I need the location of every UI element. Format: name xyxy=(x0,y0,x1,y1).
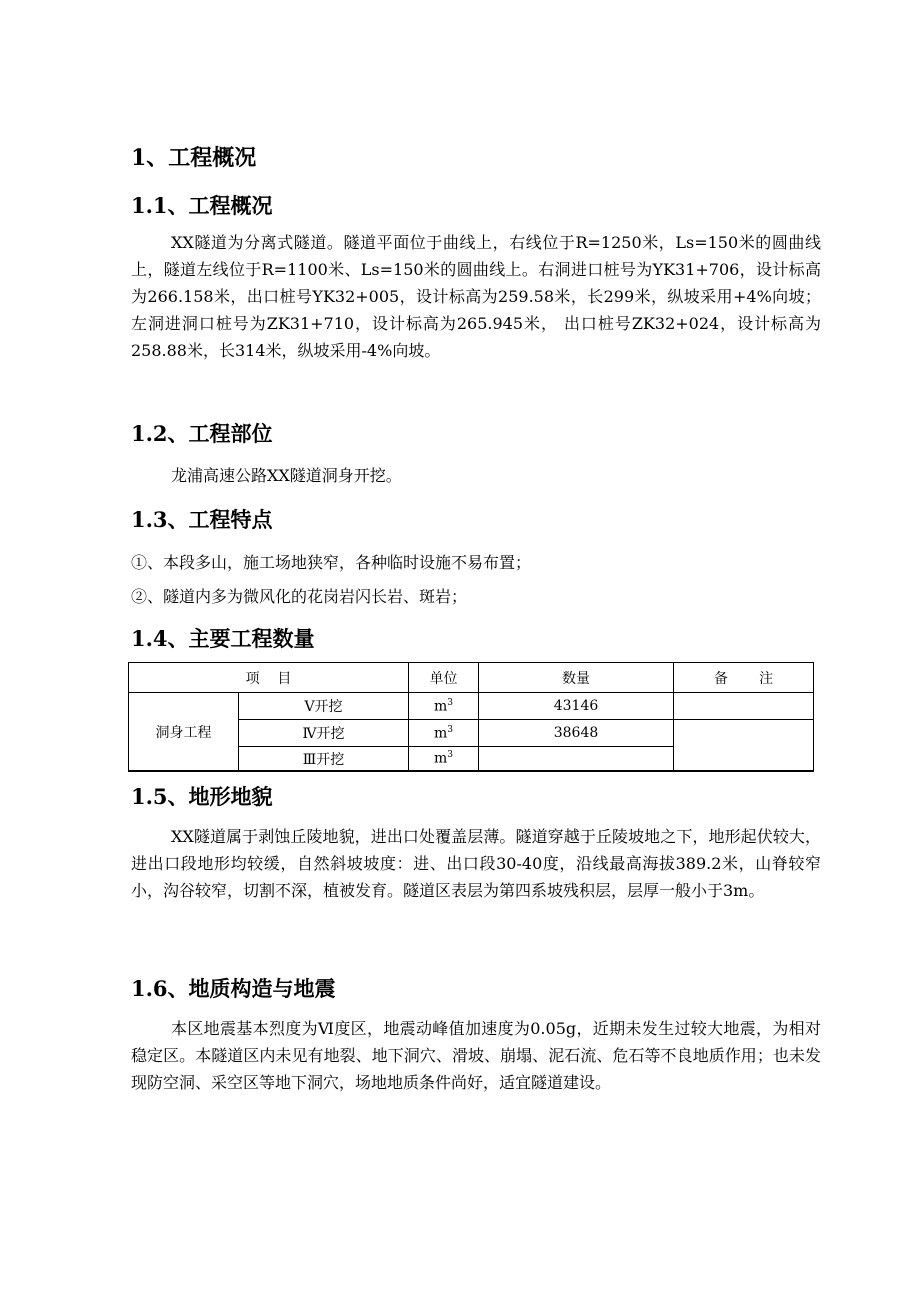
row-note xyxy=(674,720,814,772)
header-note: 备 注 xyxy=(674,663,814,693)
section-1-2-heading: 1.2、工程部位 xyxy=(131,421,273,446)
section-1-3-heading: 1.3、工程特点 xyxy=(131,507,273,532)
header-item: 项 目 xyxy=(129,663,409,693)
section-1-6-paragraph: 本区地震基本烈度为Ⅵ度区，地震动峰值加速度为0.05g，近期未发生过较大地震，为相对稳定区。本隧道区内未见有地裂、地下洞穴、滑坡、崩塌、泥石流、危石等不良地质作用；也未发现防空洞、采空区等地下洞穴，场地地质条件尚好，适宜隧道建设。 xyxy=(131,1019,821,1092)
row-quantity: 43146 xyxy=(479,693,674,720)
section-1-6-heading: 1.6、地质构造与地震 xyxy=(131,976,336,1001)
section-1-3-item-2: ②、隧道内多为微风化的花岗岩闪长岩、斑岩； xyxy=(131,587,468,606)
section-1-2-paragraph: 龙浦高速公路XX隧道洞身开挖。 xyxy=(171,466,402,485)
section-1-heading: 1、工程概况 xyxy=(131,145,257,171)
row-unit: $m^3$ xyxy=(409,747,479,772)
section-1-1-heading: 1.1、工程概况 xyxy=(131,193,273,218)
table-header-row xyxy=(129,663,814,693)
row-unit: $m^3$ xyxy=(409,693,479,720)
header-quantity: 数量 xyxy=(479,663,674,693)
table-row xyxy=(129,693,814,720)
row-quantity xyxy=(479,747,674,772)
section-1-3-item-1: ①、本段多山，施工场地狭窄，各种临时设施不易布置； xyxy=(131,553,532,572)
row-quantity: 38648 xyxy=(479,720,674,747)
row-note xyxy=(674,693,814,720)
section-1-5-heading: 1.5、地形地貌 xyxy=(131,784,273,809)
row-name: Ⅴ开挖 xyxy=(239,693,409,720)
section-1-5-paragraph: XX隧道属于剥蚀丘陵地貌，进出口处覆盖层薄。隧道穿越于丘陵坡地之下，地形起伏较大，进出口段地形均较缓，自然斜坡坡度：进、出口段30-40度，沿线最高海拔389.2米，山脊较窄小，沟谷较窄，切割不深，植被发育。隧道区表层为第四系坡残积层，层厚一般小于3m。 xyxy=(131,827,821,900)
group-cell: 洞身工程 xyxy=(129,693,239,772)
section-1-4-heading: 1.4、主要工程数量 xyxy=(131,626,315,651)
header-unit: 单位 xyxy=(409,663,479,693)
row-unit: $m^3$ xyxy=(409,720,479,747)
row-name: Ⅲ开挖 xyxy=(239,747,409,772)
row-name: Ⅳ开挖 xyxy=(239,720,409,747)
quantity-table xyxy=(128,662,814,772)
section-1-1-paragraph: XX隧道为分离式隧道。隧道平面位于曲线上，右线位于R=1250米，Ls=150米的圆曲线上，隧道左线位于R=1100米、Ls=150米的圆曲线上。右洞进口桩号为YK31+706，设计标高为266.158米，出口桩号YK32+005，设计标高为259.58米，长299米，纵坡采用+4%向坡；左洞进洞口桩号为ZK31+710，设计标高为265.945米， 出口桩号ZK32+024，设计标高为258.88米，长314米，纵坡采用-4%向坡。 xyxy=(131,233,821,360)
